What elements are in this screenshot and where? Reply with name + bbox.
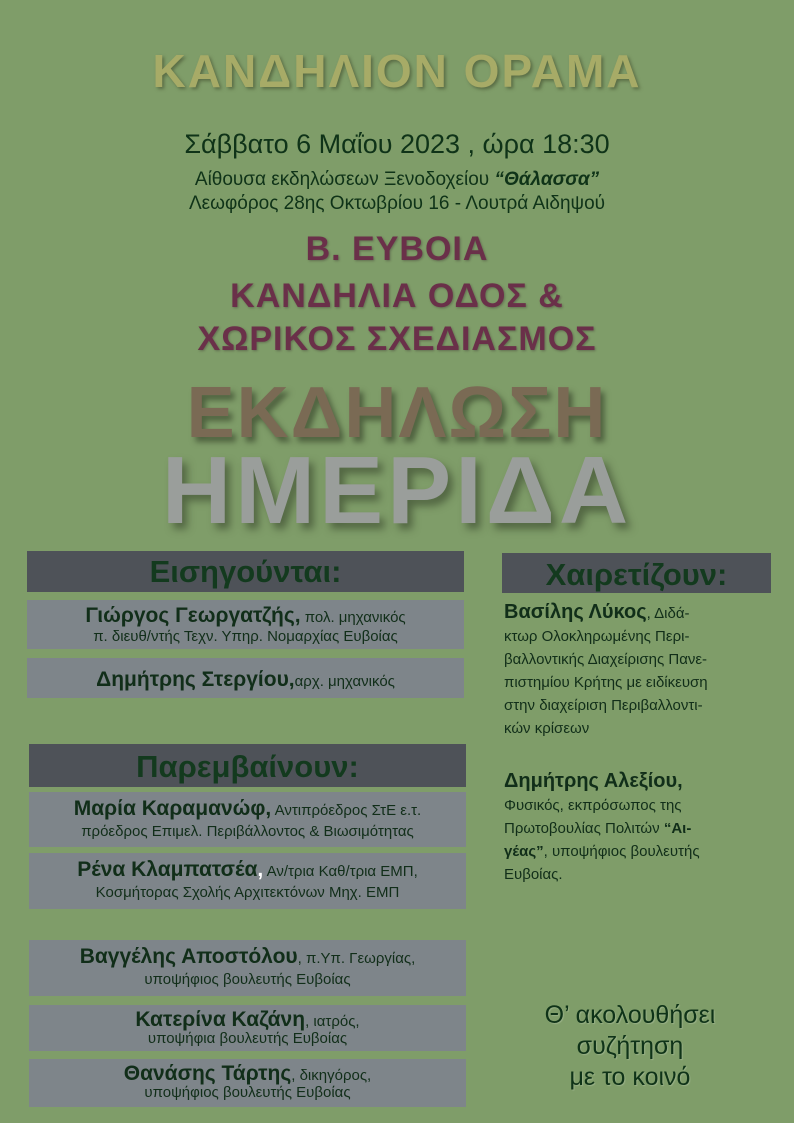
greeter-text: πιστημίου Κρήτης με ειδίκευση <box>504 674 708 691</box>
greeter-org-name: “Αι- <box>663 820 692 837</box>
panelist-role-line-2: υποψήφια βουλευτής Ευβοίας <box>147 1030 348 1047</box>
panelist-role-line-2: υποψήφιος βουλευτής Ευβοίας <box>144 1084 351 1101</box>
speaker-role: πολ. μηχανικός <box>300 609 406 626</box>
closing-note <box>494 1000 766 1093</box>
subject-line-3: ΧΩΡΙΚΟΣ ΣΧΕΔΙΑΣΜΟΣ <box>197 320 597 358</box>
panelist-role: Αν/τρια Καθ/τρια ΕΜΠ, <box>263 863 418 880</box>
speaker-role: αρχ. μηχανικός <box>294 673 395 690</box>
event-date: Σάββατο 6 Μαΐου 2023 , ώρα 18:30 <box>184 129 610 159</box>
panelist-card <box>29 792 466 847</box>
greeter-name: Βασίλης Λύκος <box>504 601 647 623</box>
greeter-text: κτωρ Ολοκληρωμένης Περι- <box>504 628 690 645</box>
panelist-role: , δικηγόρος, <box>291 1067 372 1084</box>
speaker-role-line-2: π. διευθ/ντής Τεχν. Υπηρ. Νομαρχίας Ευβοίας <box>93 628 398 645</box>
panel-heading: Παρεμβαίνουν: <box>29 744 466 787</box>
big-word-ekdilosi: ΕΚΔΗΛΩΣΗ <box>186 373 608 453</box>
speakers-heading: Εισηγούνται: <box>27 551 464 592</box>
greeter-text: , υποψήφιος βουλευτής <box>543 843 700 860</box>
greeter-org-name: γέας” <box>504 843 544 860</box>
panelist-role: Αντιπρόεδρος ΣτΕ ε.τ. <box>271 802 422 819</box>
panelist-name: Μαρία Καραμανώφ, <box>73 797 272 820</box>
panelist-comma: , <box>257 858 264 881</box>
event-venue <box>0 169 794 191</box>
panelist-name: Θανάσης Τάρτης <box>123 1062 292 1085</box>
greeter-text: στην διαχείριση Περιβαλλοντι- <box>504 697 703 714</box>
greeter-text: Φυσικός, εκπρόσωπος της <box>504 797 682 814</box>
panelist-role: , ιατρός, <box>305 1013 360 1030</box>
speaker-card <box>27 658 464 698</box>
speaker-card <box>27 600 464 649</box>
greeting-entry <box>504 770 766 886</box>
panelist-role-line-2: Κοσμήτορας Σχολής Αρχιτεκτόνων Μηχ. ΕΜΠ <box>95 884 400 901</box>
speaker-name: Δημήτρης Στεργίου, <box>96 668 295 691</box>
panelist-role-line-2: πρόεδρος Επιμελ. Περιβάλλοντος & Βιωσιμότητας <box>81 823 414 840</box>
greeter-text: Ευβοίας. <box>504 866 563 883</box>
closing-line: Θ’ ακολουθήσει <box>544 1001 716 1029</box>
speaker-name: Γιώργος Γεωργατζής, <box>85 604 301 627</box>
event-title: ΚΑΝΔΗΛΙΟΝ ΟΡΑΜΑ <box>152 45 642 97</box>
venue-prefix: Αίθουσα εκδηλώσεων Ξενοδοχείου <box>194 169 495 190</box>
greeter-text: Πρωτοβουλίας Πολιτών <box>504 820 664 837</box>
panelist-role-line-2: υποψήφιος βουλευτής Ευβοίας <box>144 971 351 988</box>
panelist-name: Κατερίνα Καζάνη <box>135 1008 306 1031</box>
panelist-name: Βαγγέλης Αποστόλου <box>79 945 298 968</box>
closing-line: με το κοινό <box>569 1063 691 1091</box>
greeter-name: Δημήτρης Αλεξίου <box>504 770 678 792</box>
greeting-entry <box>504 601 766 740</box>
panelist-card <box>29 940 466 996</box>
subject-line-2: ΚΑΝΔΗΛΙΑ ΟΔΟΣ & <box>230 277 564 315</box>
greeter-text: κών κρίσεων <box>504 720 590 737</box>
hotel-name: “Θάλασσα” <box>494 169 600 190</box>
subject-line-1: Β. ΕΥΒΟΙΑ <box>305 230 489 268</box>
panelist-name: Ρένα Κλαμπατσέα <box>77 858 258 881</box>
panelist-role: , π.Υπ. Γεωργίας, <box>297 950 416 967</box>
big-word-imerida: ΗΜΕΡΙΔΑ <box>161 437 633 544</box>
panelist-card <box>29 853 466 909</box>
greeter-text: βαλλοντικής Διαχείρισης Πανε- <box>504 651 708 668</box>
closing-line: συζήτηση <box>576 1032 684 1060</box>
event-address: Λεωφόρος 28ης Οκτωβρίου 16 - Λουτρά Αιδηψού <box>188 193 606 214</box>
greeter-comma: , <box>677 770 683 792</box>
panelist-card <box>29 1005 466 1051</box>
panelist-card <box>29 1059 466 1107</box>
greeter-text: , Διδά- <box>646 605 690 622</box>
greetings-heading: Χαιρετίζουν: <box>502 553 771 593</box>
